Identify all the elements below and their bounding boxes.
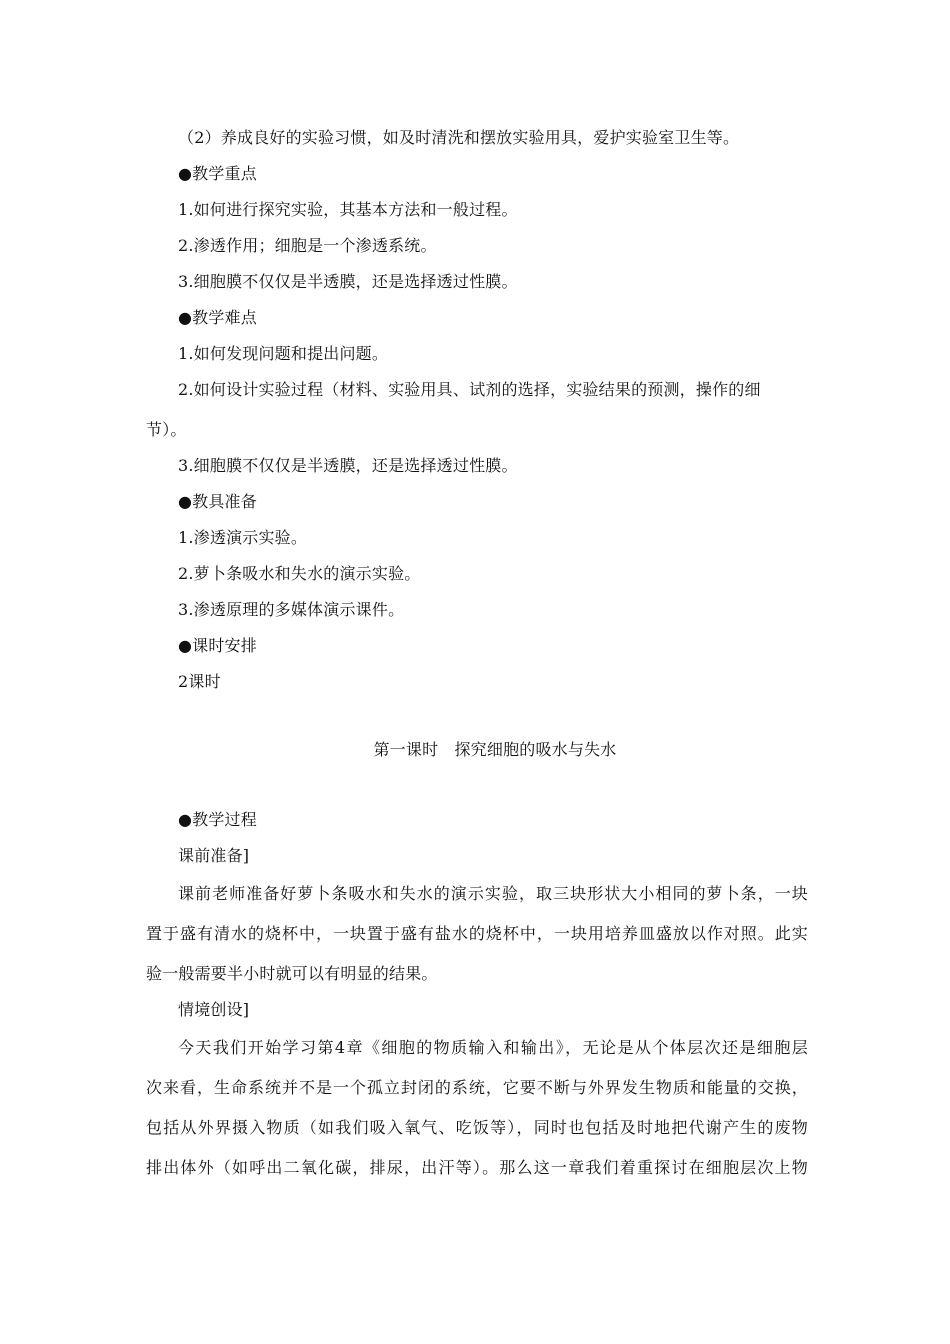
lesson-title: 第一课时 探究细胞的吸水与失水 [373,740,617,759]
objective-item-2: （2）养成良好的实验习惯，如及时清洗和摆放实验用具，爱护实验室卫生等。 [178,128,740,147]
key-point-item-2: 2.渗透作用；细胞是一个渗透系统。 [178,236,437,255]
prep-paragraph-line-3: 验一般需要半小时就可以有明显的结果。 [146,964,438,983]
material-item-2: 2.萝卜条吸水和失水的演示实验。 [178,564,421,583]
prep-label: 课前准备] [178,846,250,865]
difficulty-item-2-line-1: 2.如何设计实验过程（材料、实验用具、试剂的选择，实验结果的预测，操作的细 [178,380,761,399]
process-heading: ●教学过程 [178,810,257,829]
difficulties-heading: ●教学难点 [178,308,257,327]
scenario-paragraph-line-2: 次来看，生命系统并不是一个孤立封闭的系统，它要不断与外界发生物质和能量的交换， [146,1078,808,1097]
scenario-paragraph-line-4: 排出体外（如呼出二氧化碳，排尿，出汗等）。那么这一章我们着重探讨在细胞层次上物 [146,1158,808,1177]
difficulty-item-1: 1.如何发现问题和提出问题。 [178,344,389,363]
scenario-label: 情境创设] [178,1000,250,1019]
prep-paragraph-line-1: 课前老师准备好萝卜条吸水和失水的演示实验，取三块形状大小相同的萝卜条，一块 [178,884,808,903]
schedule-heading: ●课时安排 [178,636,257,655]
material-item-1: 1.渗透演示实验。 [178,528,308,547]
key-points-heading: ●教学重点 [178,164,257,183]
difficulty-item-3: 3.细胞膜不仅仅是半透膜，还是选择透过性膜。 [178,456,518,475]
prep-paragraph-line-2: 置于盛有清水的烧杯中，一块置于盛有盐水的烧杯中，一块用培养皿盛放以作对照。此实 [146,924,808,943]
key-point-item-3: 3.细胞膜不仅仅是半透膜，还是选择透过性膜。 [178,272,518,291]
material-item-3: 3.渗透原理的多媒体演示课件。 [178,600,405,619]
key-point-item-1: 1.如何进行探究实验，其基本方法和一般过程。 [178,200,518,219]
difficulty-item-2-line-2: 节）。 [146,420,187,439]
scenario-paragraph-line-3: 包括从外界摄入物质（如我们吸入氧气、吃饭等），同时也包括及时地把代谢产生的废物 [146,1118,808,1137]
scenario-paragraph-line-1: 今天我们开始学习第4章《细胞的物质输入和输出》，无论是从个体层次还是细胞层 [178,1038,808,1057]
materials-heading: ●教具准备 [178,492,257,511]
schedule-value: 2课时 [178,672,221,691]
